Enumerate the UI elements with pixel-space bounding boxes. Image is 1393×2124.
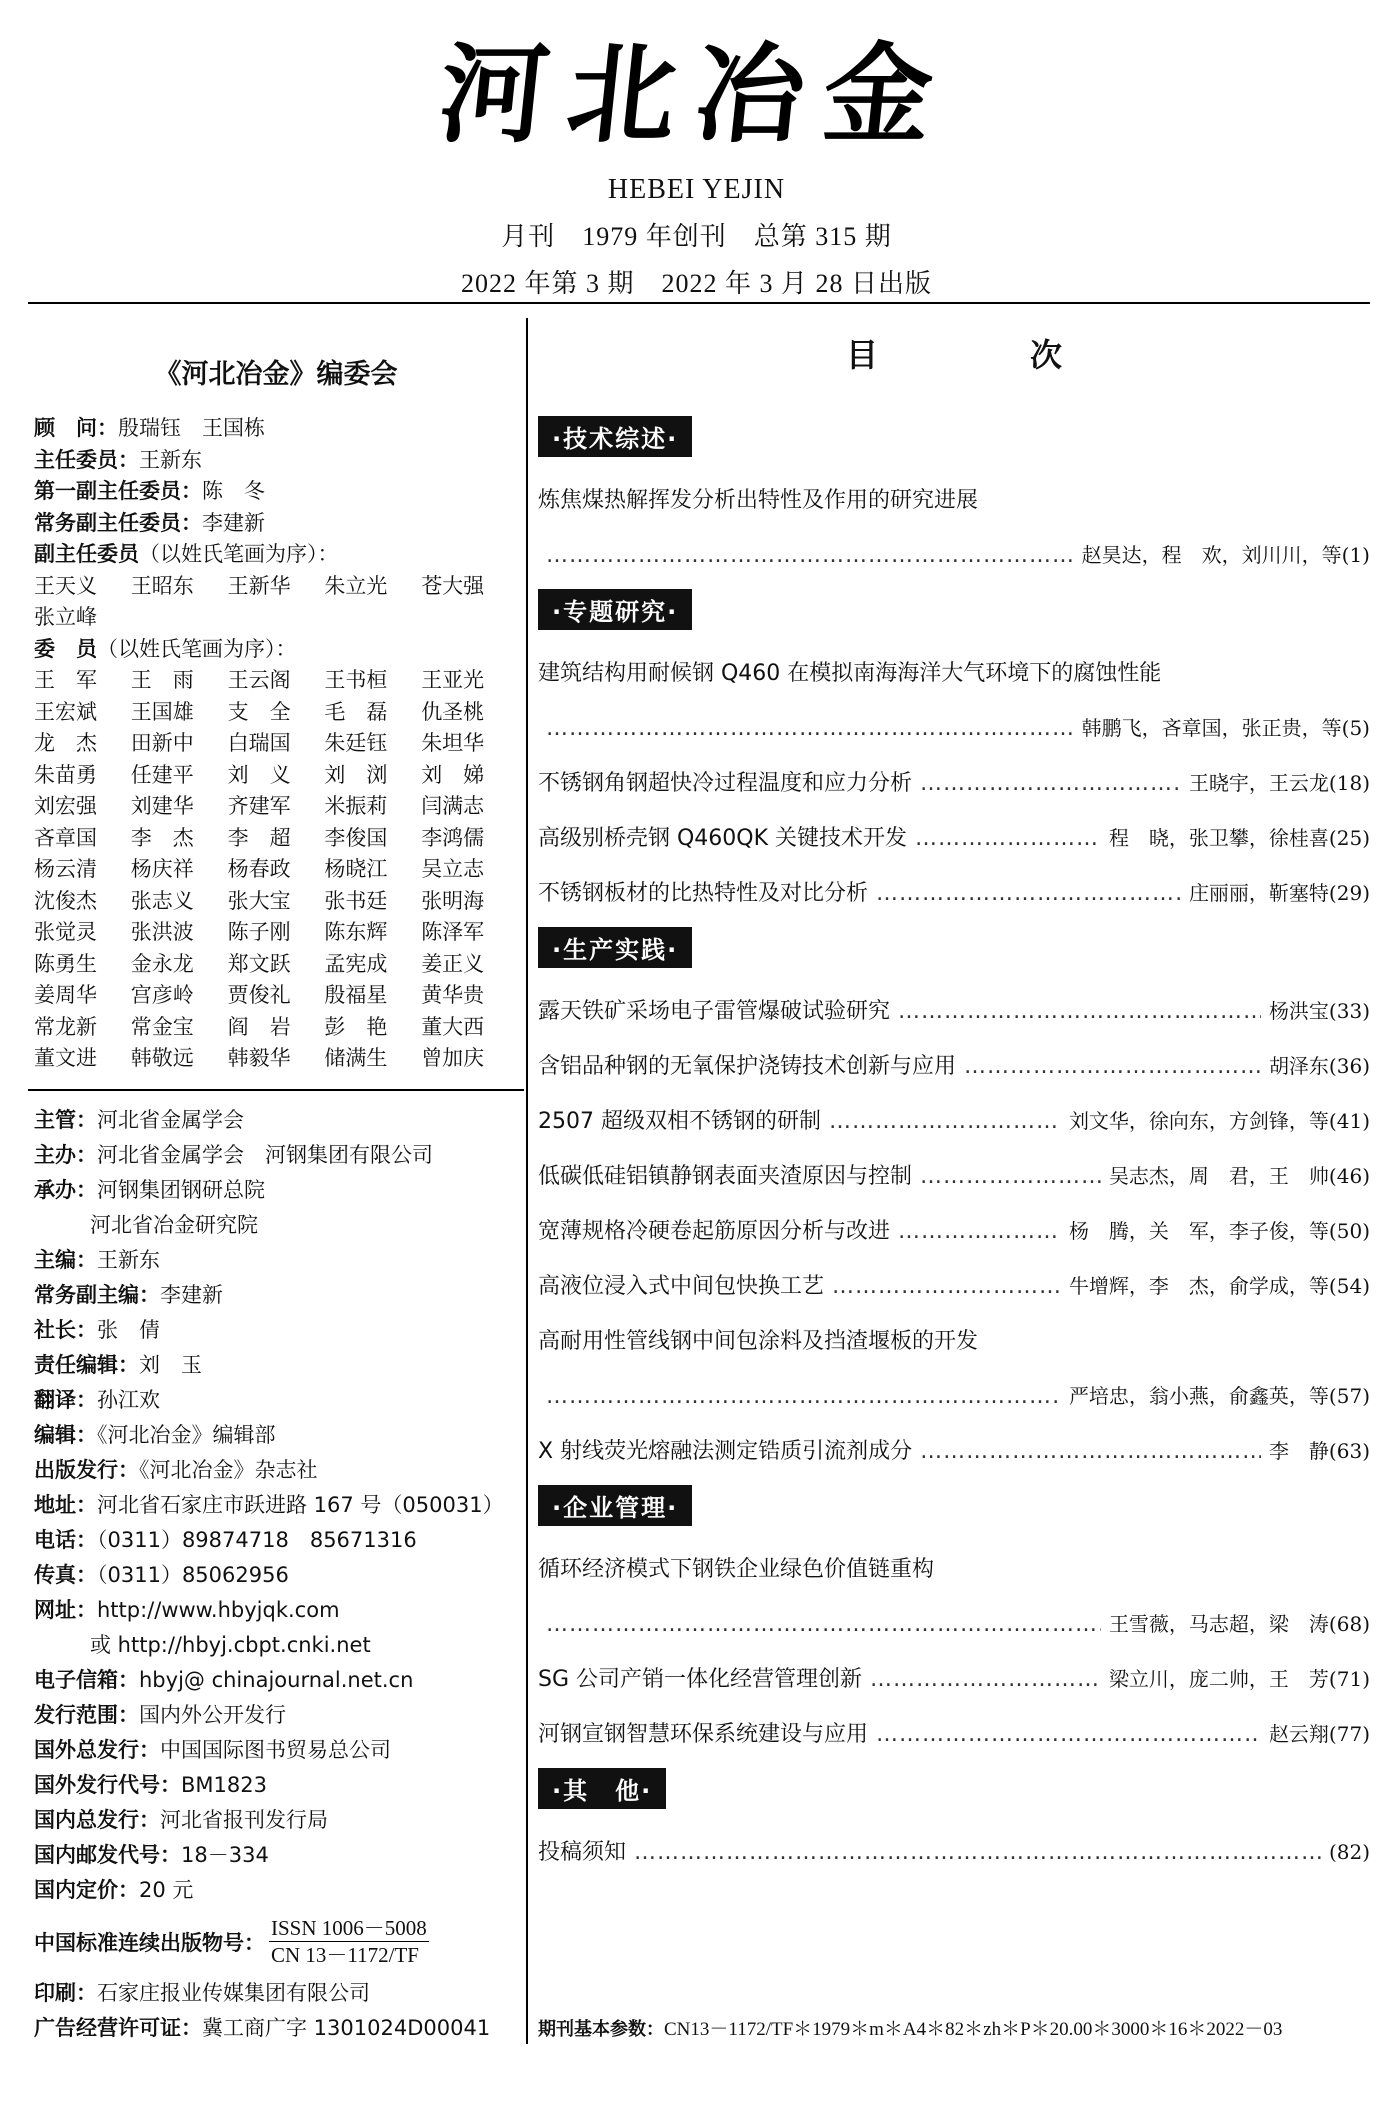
article-authors-page: 李 静(63) [1268,1439,1370,1463]
board-name: 贾俊礼 [227,983,291,1007]
board-name: 金永龙 [130,951,194,976]
leader-dots [898,1204,1061,1259]
leader-dots [920,756,1181,811]
article-title: 炼焦煤热解挥发分析出特性及作用的研究进展 [538,488,979,513]
board-first-vice: 第一副主任委员：陈 冬 [34,479,265,503]
article-authors-page: (82) [1328,1840,1370,1864]
toc-entry[interactable] [538,1424,1370,1479]
board-name: 杨云清 [34,857,97,881]
board-name: 朱苗勇 [34,762,97,787]
leader-dots [546,1369,1061,1424]
board-name: 王昭东 [130,573,194,598]
board-name: 刘 浏 [324,762,388,787]
leader-dots [920,1149,1101,1204]
board-name: 齐建军 [227,794,291,818]
board-name: 彭 艳 [324,1014,388,1039]
section-heading: ·企业管理· [538,1485,692,1526]
board-name: 王亚光 [421,668,485,692]
leader-dots [876,1707,1261,1762]
info-line: 出版发行：《河北冶金》杂志社 [34,1457,318,1482]
board-name: 刘建华 [130,794,194,818]
article-title: 河钢宣钢智慧环保系统建设与应用 [538,1722,869,1747]
article-title: 高液位浸入式中间包快换工艺 [538,1274,825,1299]
leader-dots [920,1424,1261,1479]
info-line: 网址：http://www.hbyjqk.com [34,1597,340,1622]
board-name: 曾加庆 [421,1046,485,1070]
toc-section [538,589,1370,921]
toc-entry[interactable] [538,1652,1370,1707]
toc-entry[interactable] [538,811,1370,866]
article-authors-page: 程 晓，张卫攀，徐桂喜(25) [1108,826,1370,850]
info-line: 承办：河钢集团钢研总院 [34,1177,265,1202]
info-line: 翻译：孙江欢 [34,1387,160,1412]
issn-block: 中国标准连续出版物号： $\frac{\text{ISSN 1006－5008}}{CN 13-1172/TF}$ [34,1916,427,1967]
info-line: 编辑：《河北冶金》编辑部 [34,1422,276,1447]
leader-dots [870,1652,1101,1707]
board-name: 沈俊杰 [34,888,97,913]
board-name: 阎 岩 [227,1014,291,1039]
toc-title: 目 次 [845,336,1122,374]
info-line: 国内定价：20 元 [34,1877,194,1902]
article-authors-page: 刘文华，徐向东，方剑锋，等(41) [1068,1109,1370,1133]
board-name: 郑文跃 [227,951,291,976]
board-advisors: 顾 问：殷瑞钰 王国栋 [34,416,265,440]
toc-entry[interactable] [538,1259,1370,1314]
board-name: 张立峰 [34,605,97,629]
board-name: 王书桓 [324,668,388,692]
column-divider [526,318,528,2044]
header-divider [28,302,1370,304]
toc-entry[interactable] [538,1204,1370,1259]
board-name: 黄华贵 [421,983,485,1007]
article-title: 循环经济模式下钢铁企业绿色价值链重构 [538,1557,935,1582]
board-name: 吝章国 [34,825,97,850]
info-line: 主管：河北省金属学会 [34,1107,244,1132]
board-name: 殷福星 [324,983,388,1007]
toc-section [538,1485,1370,1762]
printer: 印刷：石家庄报业传媒集团有限公司 [34,1980,370,2005]
board-name: 白瑞国 [227,731,291,755]
toc-entry[interactable] [538,984,1370,1039]
leader-dots [634,1825,1321,1880]
board-name: 董文进 [34,1046,97,1070]
board-name: 李鸿儒 [421,825,485,850]
article-title: 低碳低硅铝镇静钢表面夹渣原因与控制 [538,1164,913,1189]
article-authors-page: 杨 腾，关 军，李子俊，等(50) [1068,1219,1370,1243]
info-line: 国内邮发代号：18－334 [34,1842,269,1867]
board-name: 常金宝 [130,1014,194,1039]
board-name: 朱廷钰 [324,731,388,755]
board-name: 董大西 [421,1014,485,1039]
member-names [34,665,518,1075]
board-name: 龙 杰 [34,731,97,755]
board-vice-heading: 副主任委员（以姓氏笔画为序）： [34,542,339,566]
cn-number: CN 13－1172/TF [271,1943,419,1967]
toc-section [538,416,1370,583]
board-name: 韩敬远 [130,1046,194,1070]
toc-entry[interactable] [538,1094,1370,1149]
board-name: 陈勇生 [34,951,97,976]
info-line: 或 http://hbyj.cbpt.cnki.net [90,1632,371,1657]
info-line: 河北省冶金研究院 [90,1212,258,1237]
board-name: 杨庆祥 [130,857,194,881]
board-name: 张觉灵 [34,920,97,944]
article-title: 投稿须知 [538,1840,627,1865]
toc-section [538,1768,1370,1880]
board-name: 米振莉 [324,794,388,818]
article-authors-page: 杨洪宝(33) [1268,999,1370,1023]
leader-dots [546,1597,1101,1652]
board-name: 杨晓江 [324,857,388,881]
board-divider [28,1089,524,1091]
article-authors-page: 胡泽东(36) [1268,1054,1370,1078]
section-heading: ·生产实践· [538,927,692,968]
section-heading: ·专题研究· [538,589,692,630]
leader-dots [546,701,1074,756]
article-authors-page: 严培忠，翁小燕，俞鑫英，等(57) [1068,1384,1370,1408]
article-title: 含铝品种钢的无氧保护浇铸技术创新与应用 [538,1054,957,1079]
article-authors-page: 赵昊达，程 欢，刘川川，等(1) [1081,543,1370,567]
board-name: 王云阁 [227,668,291,692]
board-name: 田新中 [130,731,194,755]
board-name: 张洪波 [130,920,194,944]
board-name: 朱立光 [324,573,388,598]
board-name: 毛 磊 [324,699,388,724]
section-heading: ·其 他· [538,1768,666,1809]
article-title: 不锈钢角钢超快冷过程温度和应力分析 [538,771,913,796]
info-line: 主办：河北省金属学会 河钢集团有限公司 [34,1142,433,1167]
leader-dots [876,866,1181,921]
board-name: 仇圣桃 [421,699,485,724]
article-title: X 射线荧光熔融法测定锆质引流剂成分 [538,1439,913,1464]
article-title: 宽薄规格冷硬卷起筋原因分析与改进 [538,1219,891,1244]
board-name: 李 超 [227,825,291,850]
info-line: 发行范围：国内外公开发行 [34,1702,286,1727]
board-name: 张志义 [130,888,194,913]
journal-english-name: HEBEI YEJIN [607,174,786,205]
toc-entry[interactable] [538,1039,1370,1094]
info-line: 主编：王新东 [34,1247,160,1272]
board-name: 刘 娣 [421,762,485,787]
board-name: 宫彦岭 [130,983,194,1007]
info-line: 电子信箱：hbyj@ chinajournal.net.cn [34,1667,414,1692]
article-authors-page: 王晓宇，王云龙(18) [1188,771,1370,795]
board-name: 陈东辉 [324,920,388,944]
info-line: 国内总发行：河北省报刊发行局 [34,1807,328,1832]
board-director: 主任委员：王新东 [34,447,202,472]
ad-license: 广告经营许可证：冀工商广字 1301024D00041 [34,2015,491,2040]
toc-entry[interactable] [538,756,1370,811]
issue-line-2: 2022 年第 3 期 2022 年 3 月 28 日出版 [460,269,932,298]
issn-number: ISSN 1006－5008 [271,1916,427,1940]
editorial-board-column [34,352,518,2046]
board-name: 王新华 [227,573,291,598]
board-name: 支 全 [227,699,291,724]
board-name: 陈泽军 [421,920,485,944]
info-line: 国外总发行：中国国际图书贸易总公司 [34,1737,391,1762]
leader-dots [964,1039,1261,1094]
board-name: 王宏斌 [34,699,97,724]
board-name: 李 杰 [130,825,194,850]
toc-entry[interactable] [538,1707,1370,1762]
info-line: 地址：河北省石家庄市跃进路 167 号（050031） [34,1492,504,1517]
board-name: 朱坦华 [421,731,485,755]
article-title: 高耐用性管线钢中间包涂料及挡渣堰板的开发 [538,1329,979,1354]
info-line: 电话：（0311）89874718 85671316 [34,1527,417,1552]
board-name: 任建平 [130,762,194,787]
table-of-contents [538,318,1370,1880]
journal-logo: 河北冶金 [433,32,960,158]
leader-dots [546,528,1074,583]
board-name: 王天义 [34,573,97,598]
board-name: 常龙新 [34,1014,97,1039]
article-title: 高级别桥壳钢 Q460QK 关键技术开发 [538,826,908,851]
publication-info [34,1103,518,1908]
info-line: 社长：张 倩 [34,1317,160,1342]
issue-line-1: 月刊 1979 年创刊 总第 315 期 [501,222,892,251]
article-authors-page: 牛增辉，李 杰，俞学成，等(54) [1068,1274,1370,1298]
board-name: 张明海 [421,888,485,913]
toc-section [538,927,1370,1479]
board-name: 杨春政 [227,857,291,881]
board-name: 吴立志 [421,857,485,881]
info-line: 责任编辑：刘 玉 [34,1352,202,1377]
board-name: 陈子刚 [227,920,291,944]
board-name: 李俊国 [324,825,388,850]
section-heading: ·技术综述· [538,416,692,457]
leader-dots [915,811,1101,866]
journal-parameters: 期刊基本参数：CN13－1172/TF＊1979＊m＊A4＊82＊zh＊P＊20.00＊3000＊16＊2022－03 [538,2019,1283,2040]
board-name: 王 雨 [130,668,194,692]
toc-entry[interactable] [538,1542,1370,1652]
info-line: 传真：（0311）85062956 [34,1562,289,1587]
masthead [0,30,1393,300]
toc-entry[interactable] [538,866,1370,921]
board-name: 姜正义 [421,951,485,976]
toc-entry[interactable] [538,1149,1370,1204]
info-line: 常务副主编：李建新 [34,1282,223,1307]
info-line: 国外发行代号：BM1823 [34,1772,267,1797]
leader-dots [832,1259,1061,1314]
article-title: 不锈钢板材的比热特性及对比分析 [538,881,869,906]
article-authors-page: 庄丽丽，靳塞特(29) [1188,881,1370,905]
board-name: 张书廷 [324,888,388,913]
board-name: 姜周华 [34,983,97,1007]
leader-dots [898,984,1261,1039]
article-title: SG 公司产销一体化经营管理创新 [538,1667,863,1692]
toc-entry[interactable] [538,473,1370,583]
article-authors-page: 赵云翔(77) [1268,1722,1370,1746]
board-name: 储满生 [324,1046,388,1070]
board-title: 《河北冶金》编委会 [154,359,398,390]
toc-entry[interactable] [538,1825,1370,1880]
board-name: 苍大强 [421,573,485,598]
toc-entry[interactable] [538,1314,1370,1424]
article-title: 露天铁矿采场电子雷管爆破试验研究 [538,999,891,1024]
board-members-heading: 委 员（以姓氏笔画为序）： [34,636,297,661]
leader-dots [829,1094,1061,1149]
board-exec-vice: 常务副主任委员：李建新 [34,510,265,535]
article-authors-page: 王雪薇，马志超，梁 涛(68) [1108,1612,1370,1636]
board-name: 刘宏强 [34,794,97,818]
board-name: 刘 义 [227,762,291,787]
board-name: 王 军 [34,668,97,692]
toc-body [538,416,1370,1880]
article-authors-page: 吴志杰，周 君，王 帅(46) [1108,1164,1370,1188]
board-name: 张大宝 [227,888,291,913]
article-title: 2507 超级双相不锈钢的研制 [538,1109,821,1134]
article-title: 建筑结构用耐候钢 Q460 在模拟南海海洋大气环境下的腐蚀性能 [538,661,1162,686]
board-name: 韩毅华 [227,1046,291,1070]
vice-director-names [34,571,518,634]
article-authors-page: 韩鹏飞，吝章国，张正贵，等(5) [1081,716,1370,740]
board-name: 孟宪成 [324,951,388,976]
toc-entry[interactable] [538,646,1370,756]
article-authors-page: 梁立川，庞二帅，王 芳(71) [1108,1667,1370,1691]
board-name: 王国雄 [130,699,194,724]
board-name: 闫满志 [421,794,485,818]
